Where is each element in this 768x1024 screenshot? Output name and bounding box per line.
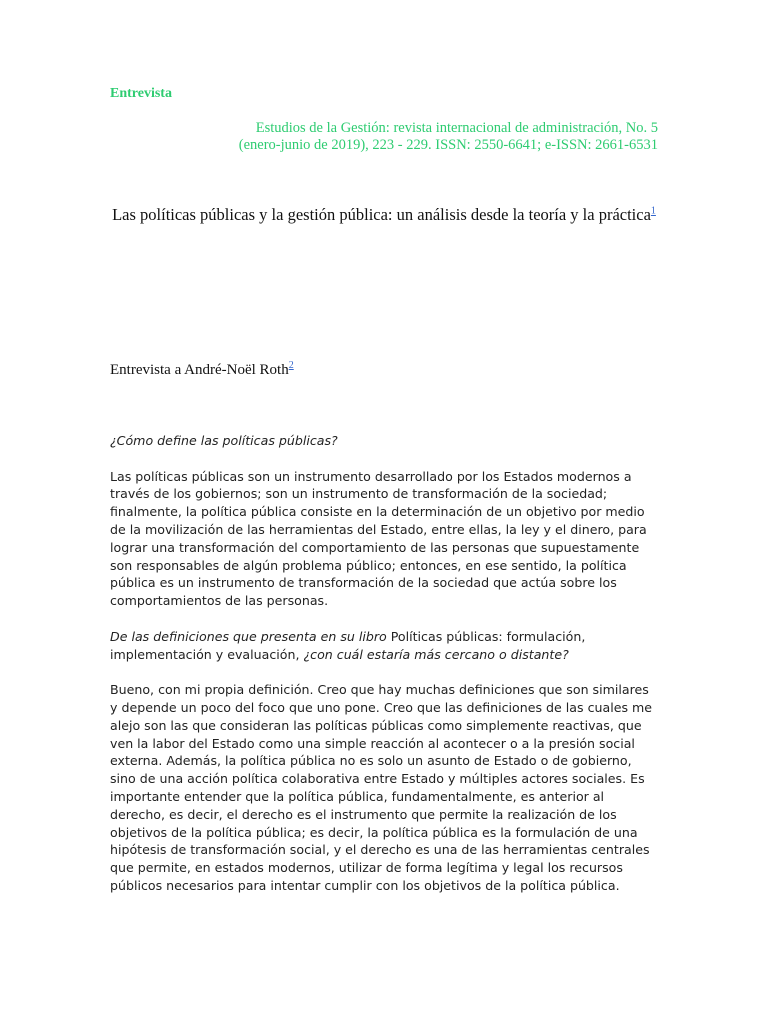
journal-citation bbox=[110, 120, 658, 154]
question-2-part-2: ¿con cuál estaría más cercano o distante? bbox=[299, 646, 569, 662]
question-2 bbox=[110, 628, 658, 664]
interview-body bbox=[110, 432, 658, 913]
article-title bbox=[110, 204, 658, 225]
article-title-text: Las políticas públicas y la gestión pública: un análisis desde la teoría y la práctica bbox=[112, 205, 651, 224]
citation-line-2: (enero-junio de 2019), 223 - 229. ISSN: 2550-6641; e-ISSN: 2661-6531 bbox=[238, 137, 658, 153]
citation-line-1: Estudios de la Gestión: revista internacional de administración, No. 5 bbox=[255, 120, 658, 136]
interviewee-text: Entrevista a André-Noël Roth bbox=[110, 362, 289, 378]
question-1: ¿Cómo define las políticas públicas? bbox=[110, 433, 338, 448]
book-title: Políticas públicas: formulación, implementación y evaluación, bbox=[110, 628, 586, 662]
answer-2: Bueno, con mi propia definición. Creo que hay muchas definiciones que son similares y depende un poco del foco que uno pone. Creo que las definiciones de las cuales me alejo son las que consideran las políticas públicas como simplemente reactivas, que ven la labor del Estado como una simple reacción al acontecer o a la presión social externa. Además, la política pública no es solo un asunto de Estado o de gobierno, sino de una acción política colaborativa entre Estado y múltiples actores sociales. Es importante entender que la política pública, fundamentalmente, es anterior al derecho, es decir, el derecho es el instrumento que permite la realización de los objetivos de la política pública; es decir, la política pública es la formulación de una hipótesis de transformación social, y el derecho es una de las herramientas centrales que permite, en estados modernos, utilizar de forma legítima y legal los recursos públicos necesarios para intentar cumplir con los objetivos de la política pública. bbox=[110, 682, 653, 893]
question-2-part-1: De las definiciones que presenta en su libro bbox=[110, 628, 391, 644]
section-label: Entrevista bbox=[110, 86, 172, 101]
interviewee-line bbox=[110, 362, 294, 379]
footnote-link-1[interactable]: 1 bbox=[650, 205, 656, 217]
footnote-link-2[interactable]: 2 bbox=[288, 360, 294, 371]
answer-1: Las políticas públicas son un instrumento desarrollado por los Estados modernos a través de los gobiernos; son un instrumento de transformación de la sociedad; finalmente, la política pública consiste en la determinación de un objetivo por medio de la movilización de las herramientas del Estado, entre ellas, la ley y el dinero, para lograr una transformación del comportamiento de las personas que supuestamente son responsables de algún problema público; entonces, en ese sentido, la política pública es un instrumento de transformación de la sociedad que actúa sobre los comportamientos de las personas. bbox=[110, 468, 647, 609]
